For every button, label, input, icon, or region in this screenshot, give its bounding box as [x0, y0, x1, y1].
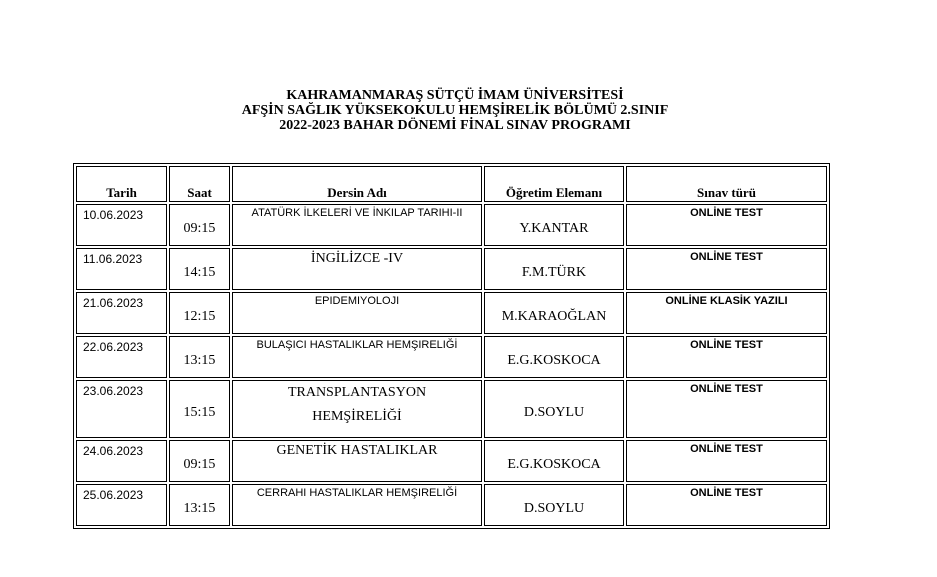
- instructor-name: Y.KANTAR: [484, 204, 624, 246]
- course-name: CERRAHI HASTALIKLAR HEMŞIRELIĞİ: [232, 484, 482, 526]
- exam-type: ONLİNE TEST: [626, 248, 827, 290]
- table-row: [76, 248, 827, 290]
- exam-program-title: 2022-2023 BAHAR DÖNEMİ FİNAL SINAV PROGRAMI: [279, 118, 631, 133]
- exam-type: ONLİNE KLASİK YAZILI: [626, 292, 827, 334]
- table-header-row: [76, 166, 827, 202]
- course-name: [232, 380, 482, 438]
- exam-date: 11.06.2023: [76, 248, 167, 290]
- table-row: [76, 484, 827, 526]
- exam-date: 23.06.2023: [76, 380, 167, 438]
- exam-time: 12:15: [169, 292, 230, 334]
- course-name: EPIDEMIYOLOJI: [232, 292, 482, 334]
- department-title: AFŞİN SAĞLIK YÜKSEKOKULU HEMŞİRELİK BÖLÜMÜ 2.SINIF: [241, 103, 669, 118]
- table-row: [76, 204, 827, 246]
- instructor-name: F.M.TÜRK: [484, 248, 624, 290]
- column-header-time: Saat: [169, 166, 230, 202]
- exam-date: 24.06.2023: [76, 440, 167, 482]
- column-header-course: Dersin Adı: [232, 166, 482, 202]
- exam-date: 10.06.2023: [76, 204, 167, 246]
- exam-date: 25.06.2023: [76, 484, 167, 526]
- column-header-instructor: Öğretim Elemanı: [484, 166, 624, 202]
- course-name: BULAŞICI HASTALIKLAR HEMŞIRELIĞİ: [232, 336, 482, 378]
- exam-time: 09:15: [169, 440, 230, 482]
- exam-type: ONLİNE TEST: [626, 380, 827, 438]
- instructor-name: D.SOYLU: [484, 484, 624, 526]
- instructor-name: E.G.KOSKOCA: [484, 440, 624, 482]
- table-row: [76, 292, 827, 334]
- table-row: [76, 380, 827, 438]
- course-name-line-2: HEMŞİRELİĞİ: [312, 409, 402, 424]
- column-header-exam-type: Sınav türü: [626, 166, 827, 202]
- instructor-name: M.KARAOĞLAN: [484, 292, 624, 334]
- exam-date: 22.06.2023: [76, 336, 167, 378]
- exam-type: ONLİNE TEST: [626, 336, 827, 378]
- course-name: İNGİLİZCE -IV: [232, 248, 482, 290]
- table-row: [76, 440, 827, 482]
- table-row: [76, 336, 827, 378]
- university-title: KAHRAMANMARAŞ SÜTÇÜ İMAM ÜNİVERSİTESİ: [286, 88, 624, 103]
- exam-type: ONLİNE TEST: [626, 440, 827, 482]
- exam-time: 13:15: [169, 336, 230, 378]
- course-name: GENETİK HASTALIKLAR: [232, 440, 482, 482]
- exam-type: ONLİNE TEST: [626, 484, 827, 526]
- exam-time: 15:15: [169, 380, 230, 438]
- exam-date: 21.06.2023: [76, 292, 167, 334]
- course-name: ATATÜRK İLKELERİ VE İNKILAP TARIHI-II: [232, 204, 482, 246]
- exam-type: ONLİNE TEST: [626, 204, 827, 246]
- exam-time: 14:15: [169, 248, 230, 290]
- course-name-line-1: TRANSPLANTASYON: [287, 385, 427, 400]
- column-header-date: Tarih: [76, 166, 167, 202]
- exam-time: 09:15: [169, 204, 230, 246]
- instructor-name: D.SOYLU: [484, 380, 624, 438]
- instructor-name: E.G.KOSKOCA: [484, 336, 624, 378]
- document-header: [0, 88, 910, 133]
- exam-schedule-table: [73, 163, 830, 529]
- exam-time: 13:15: [169, 484, 230, 526]
